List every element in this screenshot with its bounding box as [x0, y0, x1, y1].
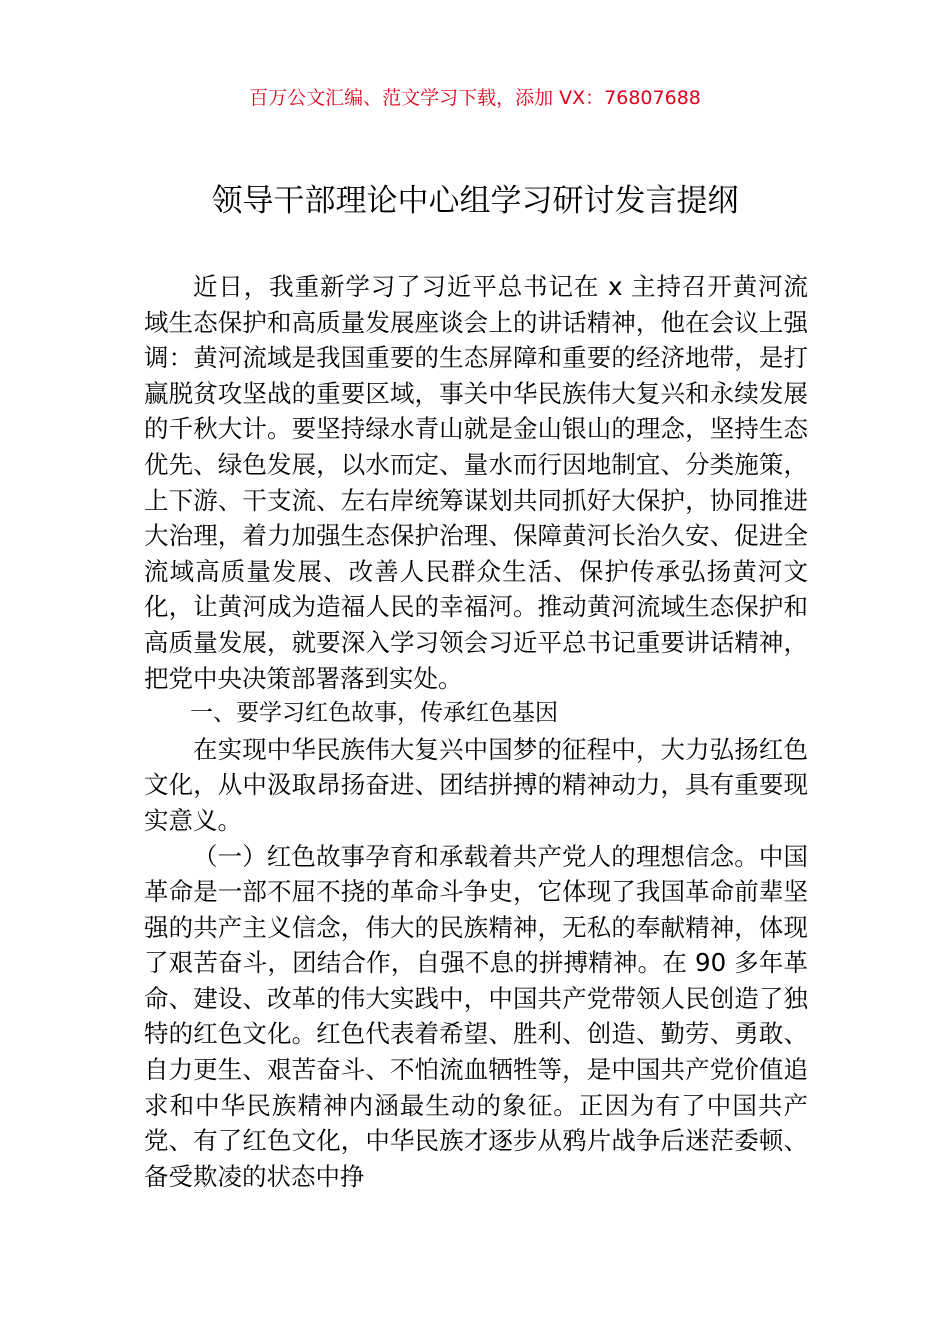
paragraph-subsection-1: （一）红色故事孕育和承载着共产党人的理想信念。中国革命是一部不屈不挠的革命斗争史，它体现了我国革命前辈坚强的共产主义信念，伟大的民族精神，无私的奉献精神，体现了艰苦奋斗，团结合作，自强不息的拼搏精神。在 90 多年革命、建设、改革的伟大实践中，中国共产党带领人民创造了独特的红色文化。红色代表着希望、胜利、创造、勤劳、勇敢、自力更生、艰苦奋斗、不怕流血牺牲等，是中国共产党价值追求和中华民族精神内涵最生动的象征。正因为有了中国共产党、有了红色文化，中华民族才逐步从鸦片战争后迷茫委顿、备受欺凌的状态中挣 [144, 841, 808, 1191]
paragraph-section-1-intro: 在实现中华民族伟大复兴中国梦的征程中，大力弘扬红色文化，从中汲取昂扬奋进、团结拼搏的精神动力，具有重要现实意义。 [144, 734, 808, 835]
paragraph-intro: 近日，我重新学习了习近平总书记在 x 主持召开黄河流域生态保护和高质量发展座谈会上的讲话精神，他在会议上强调：黄河流域是我国重要的生态屏障和重要的经济地带，是打赢脱贫攻坚战的重要区域，事关中华民族伟大复兴和永续发展的千秋大计。要坚持绿水青山就是金山银山的理念，坚持生态优先、绿色发展，以水而定、量水而行因地制宜、分类施策，上下游、干支流、左右岸统筹谋划共同抓好大保护，协同推进大治理，着力加强生态保护治理、保障黄河长治久安、促进全流域高质量发展、改善人民群众生活、保护传承弘扬黄河文化，让黄河成为造福人民的幸福河。推动黄河流域生态保护和高质量发展，就要深入学习领会习近平总书记重要讲话精神，把党中央决策部署落到实处。 [144, 272, 808, 693]
document-body [144, 269, 808, 1194]
section-heading-1: 一、要学习红色故事，传承红色基因 [190, 700, 558, 727]
header-note: 百万公文汇编、范文学习下载，添加 VX：76807688 [249, 87, 701, 109]
document-title: 领导干部理论中心组学习研讨发言提纲 [211, 183, 739, 219]
